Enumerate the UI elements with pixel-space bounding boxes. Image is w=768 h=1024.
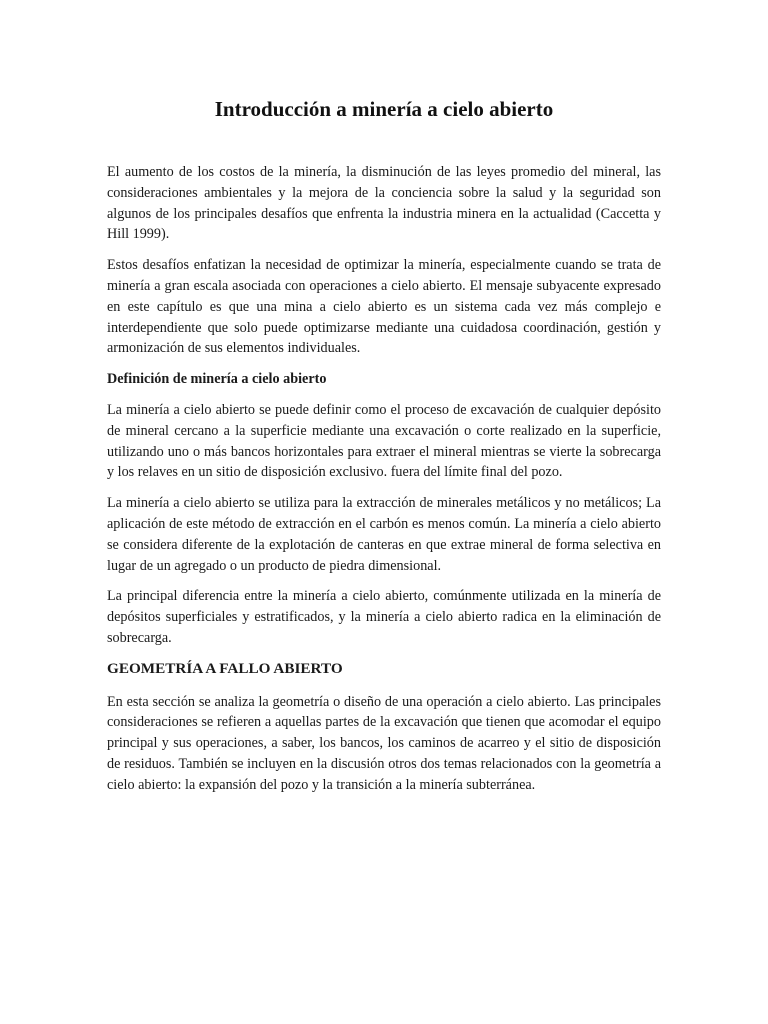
paragraph-definition-3: La principal diferencia entre la minería a cielo abierto, comúnmente utilizada en la minería de depósitos superficiales y estratificados, y la minería a cielo abierto radica en la eliminación de sobrecarga. <box>107 588 661 646</box>
paragraph-geometry-1: En esta sección se analiza la geometría o diseño de una operación a cielo abierto. Las principales consideraciones se refieren a aquellas partes de la excavación que tienen que acomodar el equipo principal y sus operaciones, a saber, los bancos, los caminos de acarreo y el sitio de disposición de residuos. También se incluyen en la discusión otros dos temas relacionados con la geometría a cielo abierto: la expansión del pozo y la transición a la minería subterránea. <box>107 693 661 793</box>
paragraph-definition-1: La minería a cielo abierto se puede definir como el proceso de excavación de cualquier depósito de mineral cercano a la superficie mediante una excavación o corte realizado en la superficie, utilizando uno o más bancos horizontales para extraer el mineral mientras se vierte la sobrecarga y los relaves en un sitio de disposición exclusivo. fuera del límite final del pozo. <box>107 401 661 481</box>
document-title: Introducción a minería a cielo abierto <box>214 97 554 121</box>
section-heading-definition: Definición de minería a cielo abierto <box>107 371 327 388</box>
paragraph-definition-2: La minería a cielo abierto se utiliza para la extracción de minerales metálicos y no metálicos; La aplicación de este método de extracción en el carbón es menos común. La minería a cielo abierto se considera diferente de la explotación de canteras en que extrae mineral de forma selectiva en lugar de un agregado o un producto de piedra dimensional. <box>107 495 661 574</box>
paragraph-intro-1: El aumento de los costos de la minería, la disminución de las leyes promedio del mineral, las consideraciones ambientales y la mejora de la conciencia sobre la salud y la seguridad son algunos de los principales desafíos que enfrenta la industria minera en la actualidad (Caccetta y Hill 1999). <box>107 164 661 243</box>
section-heading-geometry: GEOMETRÍA A FALLO ABIERTO <box>107 659 343 677</box>
document-page <box>107 96 661 806</box>
paragraph-intro-2: Estos desafíos enfatizan la necesidad de optimizar la minería, especialmente cuando se trata de minería a gran escala asociada con operaciones a cielo abierto. El mensaje subyacente expresado en este capítulo es que una mina a cielo abierto es un sistema cada vez más complejo e interdependiente que solo puede optimizarse mediante una cuidadosa coordinación, gestión y armonización de sus elementos individuales. <box>107 257 661 357</box>
